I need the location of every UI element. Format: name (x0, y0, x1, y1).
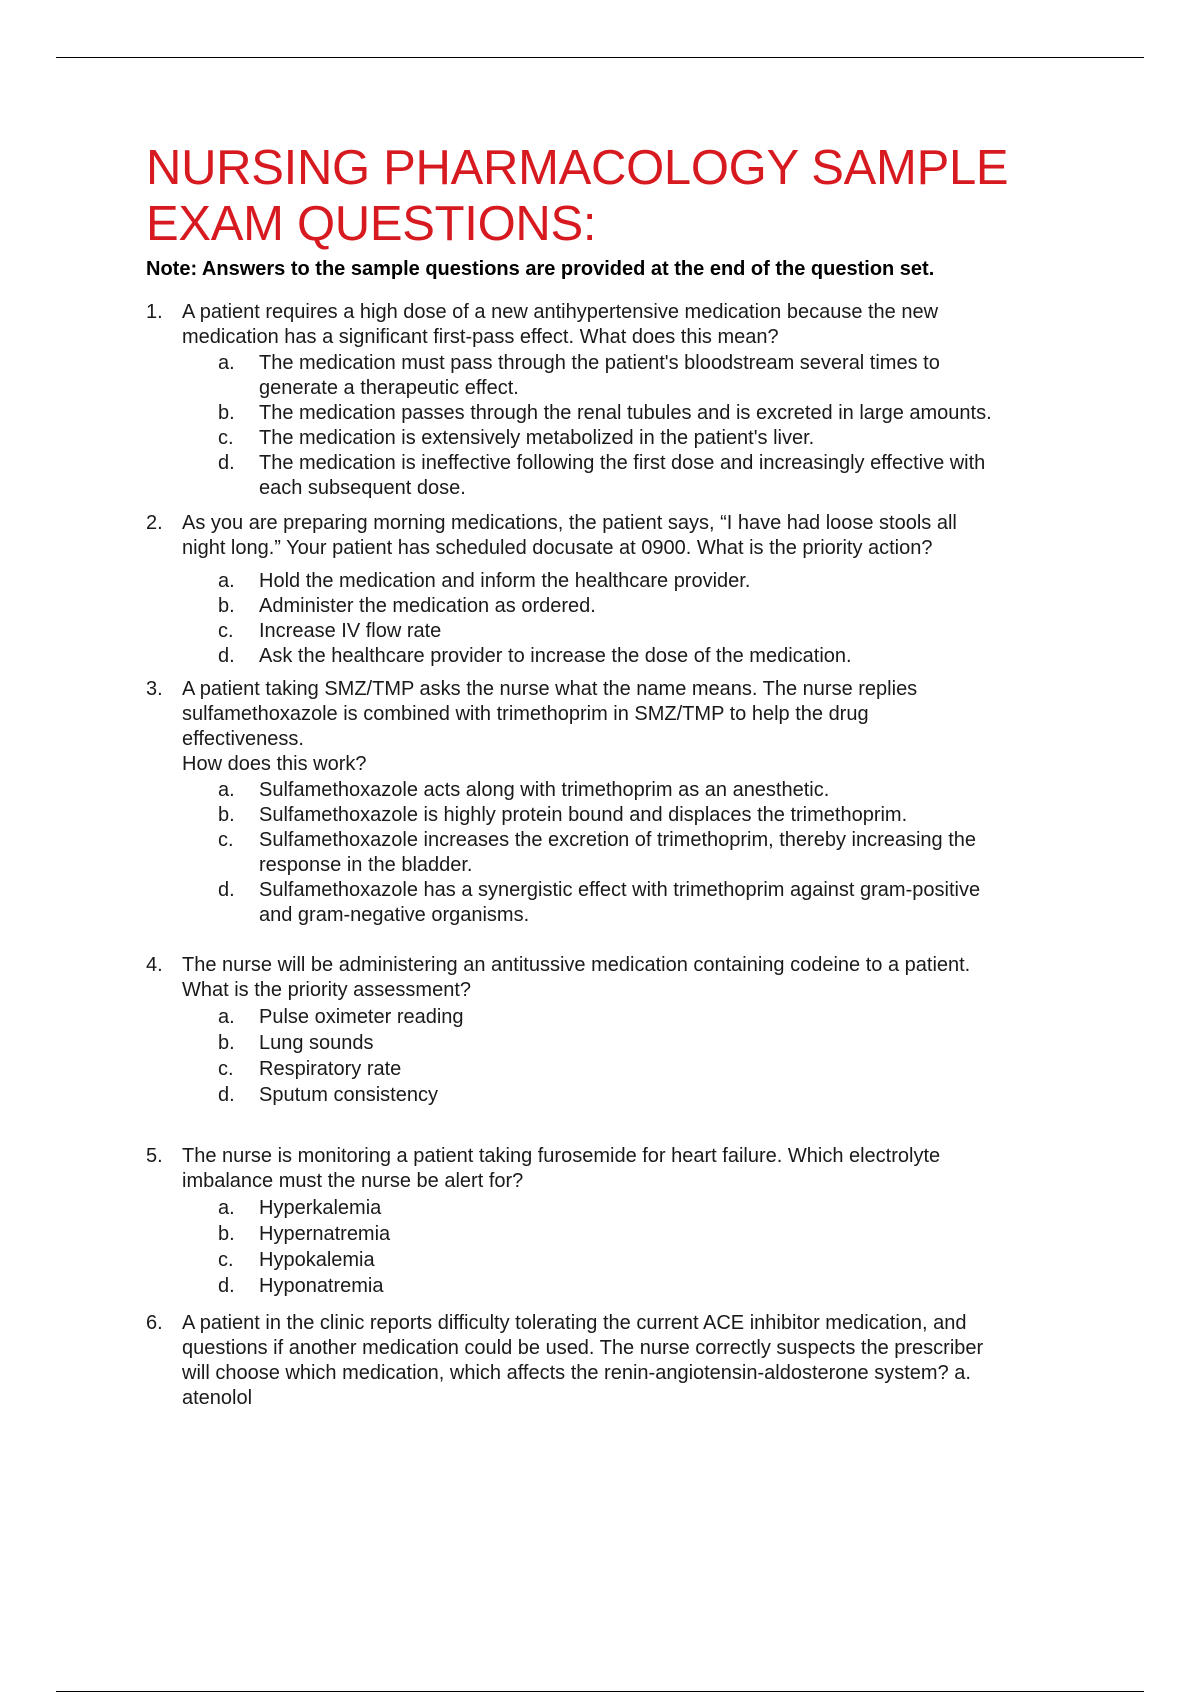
option-d: d. Hyponatremia (218, 1275, 384, 1297)
question-stem: The nurse will be administering an antitussive medication containing codeine to a patient. What is the priority assessment? (182, 954, 971, 1001)
answer-options (182, 1195, 1086, 1299)
option-b: b. Sulfamethoxazole is highly protein bound and displaces the trimethoprim. (218, 804, 908, 826)
question-number: 6. (146, 1312, 163, 1334)
option-b: b. Lung sounds (218, 1032, 374, 1054)
question-number: 1. (146, 301, 163, 323)
title-line-2: EXAM QUESTIONS: (146, 197, 597, 251)
question-5 (146, 1144, 1086, 1299)
option-d: d. Ask the healthcare provider to increase the dose of the medication. (218, 645, 852, 667)
option-d: d. Sulfamethoxazole has a synergistic effect with trimethoprim against gram-positive and gram-negative organisms. (218, 879, 981, 926)
option-c: c. Hypokalemia (218, 1249, 375, 1271)
answer-options (182, 778, 1086, 928)
answer-options (182, 569, 1086, 669)
title-line-1: NURSING PHARMACOLOGY SAMPLE (146, 141, 1009, 195)
question-stem: The nurse is monitoring a patient taking furosemide for heart failure. Which electrolyte imbalance must the nurse be alert for? (182, 1145, 941, 1192)
option-a: a. Pulse oximeter reading (218, 1006, 464, 1028)
option-d: d. The medication is ineffective following the first dose and increasingly effective with each subsequent dose. (218, 452, 986, 499)
option-c: c. Respiratory rate (218, 1058, 402, 1080)
option-c: c. Increase IV flow rate (218, 620, 442, 642)
document-title (146, 140, 1086, 252)
option-b: b. The medication passes through the renal tubules and is excreted in large amounts. (218, 402, 992, 424)
question-stem: As you are preparing morning medications, the patient says, “I have had loose stools all night long.” Your patient has scheduled docusate at 0900. What is the priority action? (182, 512, 957, 559)
answer-options (182, 1004, 1086, 1108)
option-b: b. Hypernatremia (218, 1223, 391, 1245)
option-a: a. Sulfamethoxazole acts along with trimethoprim as an anesthetic. (218, 779, 830, 801)
document-page (146, 140, 1086, 1411)
question-2 (146, 511, 1086, 669)
option-b: b. Administer the medication as ordered. (218, 595, 596, 617)
header-rule (56, 57, 1144, 58)
question-stem: A patient in the clinic reports difficulty tolerating the current ACE inhibitor medication, and questions if another medication could be used. The nurse correctly suspects the prescriber will choose which medication, which affects the renin-angiotensin-aldosterone system? a. atenolol (182, 1312, 984, 1409)
option-d: d. Sputum consistency (218, 1084, 438, 1106)
option-a: a. Hyperkalemia (218, 1197, 382, 1219)
option-c: c. Sulfamethoxazole increases the excretion of trimethoprim, thereby increasing the response in the bladder. (218, 829, 977, 876)
option-a: a. Hold the medication and inform the healthcare provider. (218, 570, 751, 592)
option-c: c. The medication is extensively metabolized in the patient's liver. (218, 427, 815, 449)
question-6 (146, 1311, 1086, 1411)
question-number: 4. (146, 954, 163, 976)
question-4 (146, 953, 1086, 1108)
question-number: 3. (146, 678, 163, 700)
question-3 (146, 677, 1086, 928)
question-stem: A patient taking SMZ/TMP asks the nurse what the name means. The nurse replies sulfamethoxazole is combined with trimethoprim in SMZ/TMP to help the drug effectiveness. How does this work? (182, 678, 918, 775)
question-number: 5. (146, 1145, 163, 1167)
answer-options (182, 351, 1086, 501)
question-number: 2. (146, 512, 163, 534)
question-1 (146, 300, 1086, 501)
option-a: a. The medication must pass through the patient's bloodstream several times to generate a therapeutic effect. (218, 352, 940, 399)
question-stem: A patient requires a high dose of a new antihypertensive medication because the new medication has a significant first-pass effect. What does this mean? (182, 301, 939, 348)
footer-rule (56, 1691, 1144, 1692)
answers-note: Note: Answers to the sample questions are provided at the end of the question set. (146, 258, 935, 280)
